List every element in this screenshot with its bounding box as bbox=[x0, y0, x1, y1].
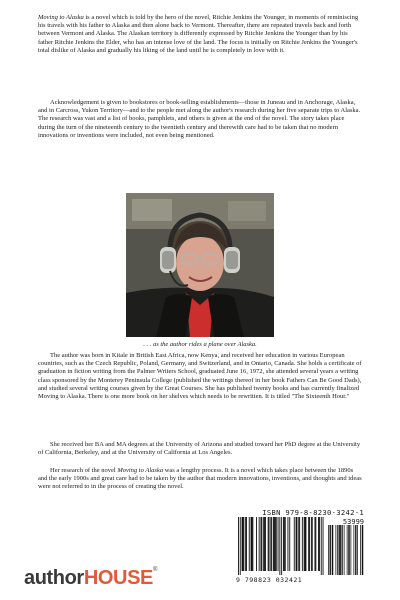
barcode-bar bbox=[306, 517, 307, 571]
barcode-bar bbox=[265, 517, 266, 571]
barcode-bar bbox=[279, 517, 280, 575]
barcode-bar bbox=[323, 517, 324, 575]
addon-bar bbox=[348, 525, 349, 575]
barcode-bar bbox=[304, 517, 305, 571]
author-bio-paragraph: The author was born in Kitale in British East Africa, now Kenya, and received her education in various European countries, such as the Czech Republic, Poland, Germany, and Switzerland, and in Ontario, Canada. She holds a certificate of graduation in fiction writing from the Palmer Writers School, graduated June 16, 1972, she attended several years a writing class sponsored by the Monterey Peninsula College (published the writings thereof in her book Fathers Can Be Good Dads), and studied several writing courses given by the Great Courses. She has published twenty books and has currently finalized Moving to Alaska. There is one more book on her shelves which needs to be rewritten. It is titled "The Sixteenth Hour." bbox=[38, 352, 362, 401]
barcode-bar bbox=[278, 517, 279, 571]
addon-bar bbox=[354, 525, 355, 575]
barcode-bar bbox=[281, 517, 282, 575]
addon-bar bbox=[360, 525, 361, 575]
barcode-bar bbox=[261, 517, 262, 571]
isbn-number: ISBN 979-8-8230-3242-1 bbox=[262, 508, 364, 517]
addon-bar bbox=[341, 525, 342, 575]
education-paragraph: She received her BA and MA degrees at the University of Arizona and studied toward her PhD degree at the University of California, Berkeley, and at the University of California at Los Angeles. bbox=[38, 441, 361, 457]
addon-bar bbox=[330, 525, 331, 575]
barcode-bar bbox=[252, 517, 253, 571]
addon-bar bbox=[330, 525, 331, 575]
addon-bar bbox=[340, 525, 341, 575]
barcode-bar bbox=[311, 517, 312, 571]
book-title-italic: Moving to Alaska bbox=[38, 14, 84, 21]
addon-bar bbox=[337, 525, 338, 575]
barcode-bar bbox=[297, 517, 298, 571]
barcode-bar bbox=[240, 517, 241, 575]
barcode-bar bbox=[302, 517, 303, 571]
barcode-bar bbox=[268, 517, 269, 571]
barcode-bar bbox=[318, 517, 319, 571]
barcode-bar bbox=[264, 517, 265, 571]
barcode-bar bbox=[261, 517, 262, 571]
barcode-bar bbox=[245, 517, 246, 571]
barcode-bar bbox=[298, 517, 299, 571]
barcode-bar bbox=[299, 517, 300, 571]
research-lead: Her research of the novel bbox=[50, 467, 118, 474]
barcode-bar bbox=[276, 517, 277, 571]
barcode-bar bbox=[319, 517, 320, 571]
barcode-bar bbox=[274, 517, 275, 571]
research-title-italic: Moving to Alaska bbox=[117, 467, 164, 474]
addon-bar bbox=[336, 525, 337, 575]
author-portrait-image bbox=[126, 193, 274, 337]
barcode-bar bbox=[243, 517, 244, 571]
barcode-bar bbox=[288, 517, 289, 571]
barcode-bar bbox=[238, 517, 239, 575]
addon-bar bbox=[332, 525, 333, 575]
barcode-bar bbox=[249, 517, 250, 571]
barcode-bar bbox=[243, 517, 244, 571]
synopsis-paragraph bbox=[38, 14, 362, 55]
publisher-logo bbox=[24, 567, 157, 590]
barcode-bar bbox=[242, 517, 243, 571]
logo-author-text: author bbox=[24, 567, 84, 589]
addon-bar bbox=[333, 525, 334, 575]
barcode-icon bbox=[236, 517, 366, 575]
addon-bar bbox=[328, 525, 329, 575]
addon-bar bbox=[347, 525, 348, 575]
price-code: 53999 bbox=[342, 518, 364, 526]
barcode-bar bbox=[309, 517, 310, 571]
barcode-bar bbox=[315, 517, 316, 571]
research-text: was a lengthy process. It is a novel which takes place between the 1890s and the early 1900s and great care had to be taken by the author that modern innovations, inventions, and thoughts and ideas were not referred to in the process of creating the novel. bbox=[38, 467, 362, 491]
barcode-bar bbox=[294, 517, 295, 571]
barcode-bar bbox=[256, 517, 257, 571]
addon-bar bbox=[362, 525, 363, 575]
barcode-bar bbox=[259, 517, 260, 571]
barcode-bar bbox=[273, 517, 274, 571]
photo-caption: . . . as the author rides a plane over Alaska. bbox=[143, 341, 257, 348]
barcode-bar bbox=[271, 517, 272, 571]
barcode-bar bbox=[270, 517, 271, 571]
barcode-bar bbox=[305, 517, 306, 571]
barcode-bar bbox=[312, 517, 313, 571]
barcode-bar bbox=[275, 517, 276, 571]
barcode-bar bbox=[283, 517, 284, 571]
addon-bar bbox=[355, 525, 356, 575]
author-photo bbox=[126, 193, 274, 337]
barcode-bar bbox=[263, 517, 264, 571]
logo-house-text: HOUSE bbox=[83, 567, 153, 589]
barcode-bar bbox=[289, 517, 290, 571]
barcode-bar bbox=[321, 517, 322, 575]
addon-bar bbox=[356, 525, 357, 575]
addon-bar bbox=[344, 525, 345, 575]
barcode-bar bbox=[246, 517, 247, 571]
addon-bar bbox=[339, 525, 340, 575]
barcode-bar bbox=[251, 517, 252, 571]
addon-bar bbox=[349, 525, 350, 575]
barcode-bar bbox=[284, 517, 285, 571]
barcode-bar bbox=[269, 517, 270, 571]
barcode-bar bbox=[315, 517, 316, 571]
barcode-bar bbox=[252, 517, 253, 571]
addon-bar bbox=[342, 525, 343, 575]
acknowledgement-paragraph: Acknowledgement is given to bookstores or book-selling establishments—those in Juneau and in Anchorage, Alaska, and in Carcross, Yukon Territory—and to the people met along the author's research during her five separate trips to Alaska. The research was vast and a list of books, pamphlets, and others is given at the end of the novel. The story takes place during the turn of the nineteenth century to the twentieth century and therewith care had to be taken that no modern innovations or inventions were included, not even being mentioned. bbox=[38, 99, 361, 139]
barcode-bar bbox=[285, 517, 286, 571]
addon-bar bbox=[363, 525, 364, 575]
barcode-box bbox=[236, 508, 366, 584]
logo-registered-mark: ® bbox=[152, 567, 157, 573]
research-paragraph bbox=[38, 467, 362, 492]
barcode-bar bbox=[296, 517, 297, 571]
addon-bar bbox=[357, 525, 358, 575]
addon-bar bbox=[339, 525, 340, 575]
addon-bar bbox=[351, 525, 352, 575]
barcode-bar bbox=[308, 517, 309, 571]
barcode-digits: 9 798823 032421 bbox=[236, 576, 303, 584]
synopsis-text: is a novel which is told by the hero of the novel, Ritchie Jenkins the Younger, in moments of reminiscing his travels with his father to Alaska and then alone back to Vermont. Thereafter, there are repeated travels back and forth between Vermont and Alaska. The Alaskan territory is differently expressed by Ritchie Jenkins the Younger than by his father Ritchie Jenkins the Elder, who has an intense love of the land. The focus is initially on Ritchie Jenkins the Younger's total dislike of Alaska and gradually his liking of the land until he is completely in love with it. bbox=[38, 14, 359, 54]
